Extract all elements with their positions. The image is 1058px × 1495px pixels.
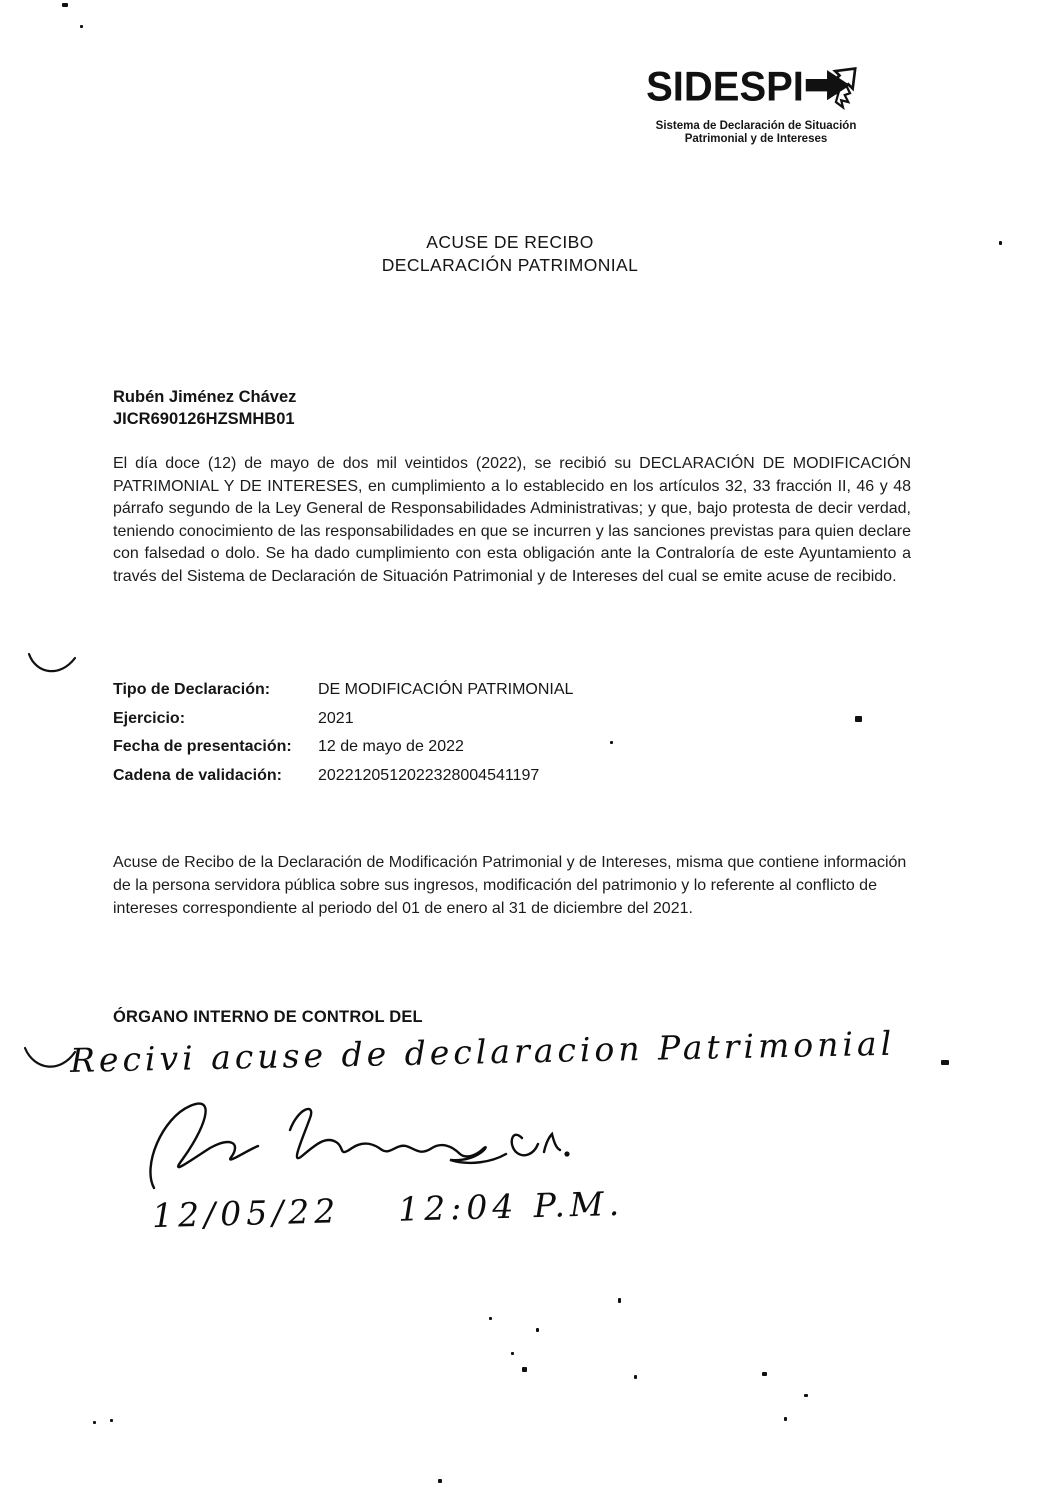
scan-artifact xyxy=(80,25,83,28)
signature-scribble xyxy=(140,1096,570,1191)
scan-artifact xyxy=(489,1317,492,1320)
scan-artifact xyxy=(110,1419,113,1422)
sidespi-tagline-line1: Sistema de Declaración de Situación xyxy=(655,120,857,132)
scan-artifact xyxy=(438,1479,442,1483)
document-title xyxy=(60,231,960,277)
detail-row-fecha xyxy=(113,738,573,756)
scan-artifact xyxy=(93,1421,96,1424)
handwritten-date: 12/05/22 xyxy=(151,1191,341,1236)
detail-row-cadena xyxy=(113,767,573,785)
detail-value-tipo: DE MODIFICACIÓN PATRIMONIAL xyxy=(318,681,574,698)
detail-value-ejercicio: 2021 xyxy=(318,709,354,727)
detail-value-cadena: 2022120512022328004541197 xyxy=(318,766,540,784)
pen-arc-mark-upper xyxy=(26,648,78,680)
declarant-block xyxy=(113,386,296,430)
declarant-name: Rubén Jiménez Chávez xyxy=(113,388,297,406)
scan-artifact xyxy=(634,1375,637,1379)
scan-artifact xyxy=(610,741,613,744)
scan-artifact xyxy=(536,1328,539,1332)
detail-label-ejercicio: Ejercicio: xyxy=(113,709,186,727)
sidespi-logo xyxy=(636,56,876,146)
detail-value-fecha: 12 de mayo de 2022 xyxy=(318,738,464,755)
document-title-line2: DECLARACIÓN PATRIMONIAL xyxy=(381,255,639,275)
scan-artifact xyxy=(855,716,862,722)
handwritten-dateline xyxy=(152,1184,625,1235)
detail-label-fecha: Fecha de presentación: xyxy=(113,738,292,755)
sidespi-tagline-line2: Patrimonial y de Intereses xyxy=(684,133,828,145)
scan-artifact xyxy=(804,1394,808,1397)
scan-artifact xyxy=(522,1367,527,1372)
handwritten-time: 12:04 P.M. xyxy=(397,1183,625,1229)
scan-artifact xyxy=(511,1352,514,1355)
detail-row-ejercicio xyxy=(113,710,573,728)
pen-arc-mark-lower xyxy=(22,1042,78,1076)
document-title-line1: ACUSE DE RECIBO xyxy=(426,232,594,252)
acuse-description-paragraph: Acuse de Recibo de la Declaración de Modificación Patrimonial y de Intereses, misma que contiene información de la persona servidora pública sobre sus ingresos, modificación del patrimonio y lo referente al conflicto de intereses correspondiente al periodo del 01 de enero al 31 de diciembre del 2021. xyxy=(113,854,907,917)
detail-row-tipo xyxy=(113,681,573,699)
organ-heading: ÓRGANO INTERNO DE CONTROL DEL xyxy=(113,1008,423,1026)
scan-artifact xyxy=(999,241,1002,245)
scan-artifact xyxy=(941,1060,949,1065)
detail-label-tipo: Tipo de Declaración: xyxy=(113,681,271,698)
declarant-curp: JICR690126HZSMHB01 xyxy=(113,410,295,428)
sidespi-arrow-icon xyxy=(804,56,866,118)
scan-artifact xyxy=(784,1417,787,1421)
scan-artifact xyxy=(762,1372,767,1376)
receipt-paragraph: El día doce (12) de mayo de dos mil veintidos (2022), se recibió su DECLARACIÓN DE MODIFICACIÓN PATRIMONIAL Y DE INTERESES, en cumplimiento a lo establecido en los artículos 32, 33 fracción II, 46 y 48 párrafo segundo de la Ley General de Responsabilidades Administrativas; y que, bajo protesta de decir verdad, teniendo conocimiento de las responsabilidades en que se incurren y las sanciones previstas para quien declare con falsedad o dolo. Se ha dado cumplimiento con esta obligación ante la Contraloría de este Ayuntamiento a través del Sistema de Declaración de Situación Patrimonial y de Intereses del cual se emite acuse de recibido. xyxy=(113,455,911,585)
detail-label-cadena: Cadena de validación: xyxy=(113,766,282,784)
sidespi-logo-text: SIDESPI xyxy=(646,63,804,110)
scan-artifact xyxy=(618,1298,621,1303)
handwritten-receipt-note: Recivi acuse de declaracion Patrimonial xyxy=(69,1023,896,1080)
sidespi-tagline xyxy=(636,120,876,146)
scan-artifact xyxy=(62,3,68,7)
declaration-details xyxy=(113,681,573,795)
